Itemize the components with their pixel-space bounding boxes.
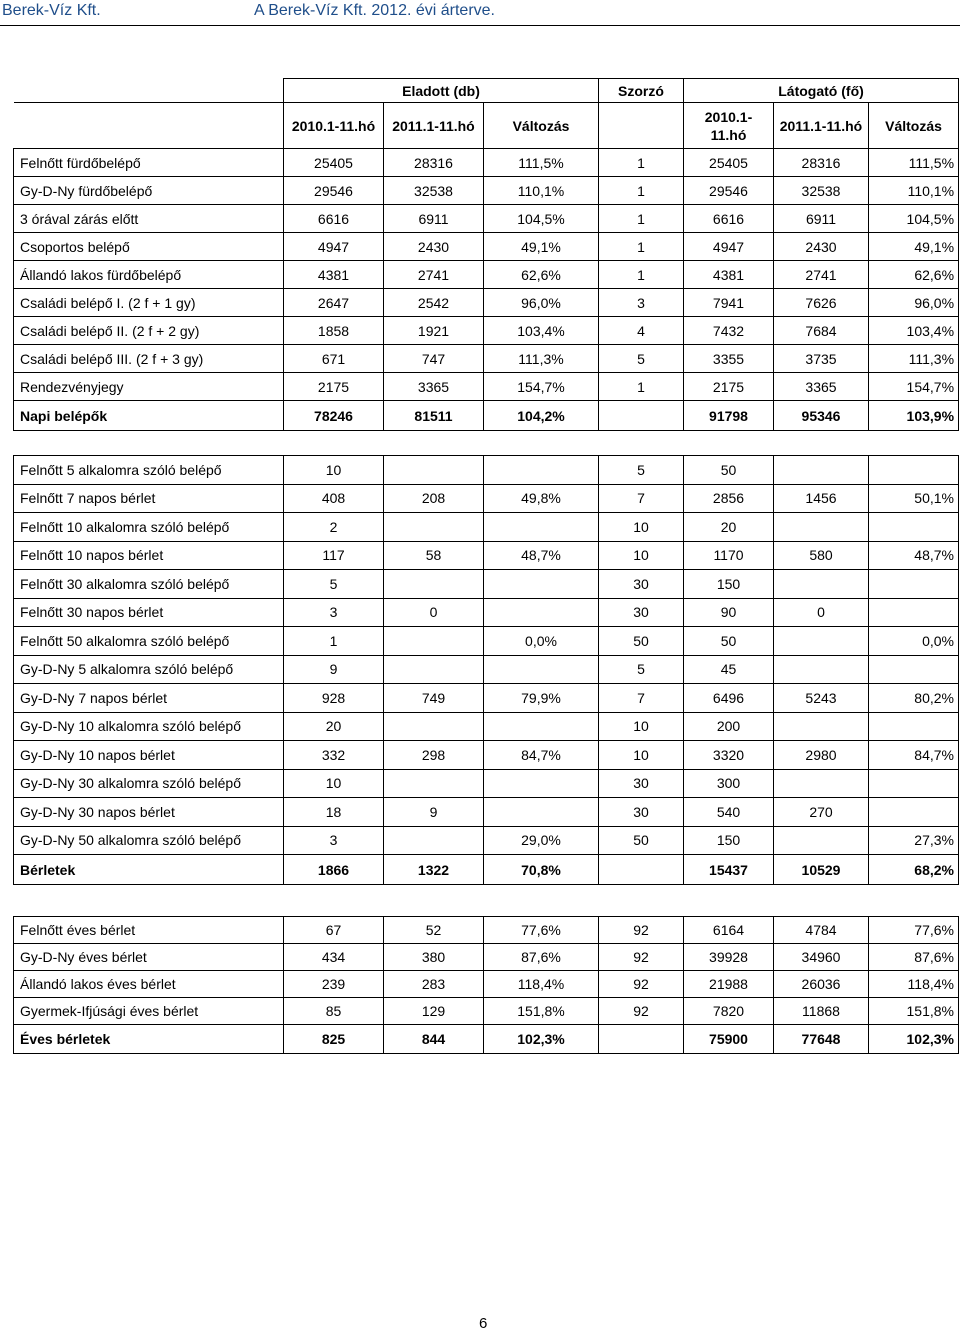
sold-2010-cell: 78246	[284, 401, 384, 431]
sold-2011-cell: 6911	[384, 205, 484, 233]
visitors-2010-cell: 45	[684, 655, 774, 684]
visitors-2010-cell: 15437	[684, 855, 774, 885]
visitors-2011-cell: 28316	[774, 149, 869, 177]
visitors-2011-cell: 32538	[774, 177, 869, 205]
visitors-2010-cell: 300	[684, 769, 774, 798]
visitors-change-cell: 118,4%	[869, 971, 959, 998]
visitors-change-cell: 103,9%	[869, 401, 959, 431]
visitors-2010-cell: 150	[684, 570, 774, 599]
col-header-2011: 2011.1-11.hó	[384, 103, 484, 149]
group-header-sold: Eladott (db)	[284, 79, 599, 103]
sold-change-cell	[484, 456, 599, 485]
multiplier-cell: 92	[599, 998, 684, 1025]
visitors-2011-cell: 77648	[774, 1025, 869, 1054]
page-number: 6	[479, 1315, 488, 1332]
visitors-2010-cell: 91798	[684, 401, 774, 431]
sold-change-cell: 79,9%	[484, 684, 599, 713]
row-label: Felnőtt 30 alkalomra szóló belépő	[14, 570, 284, 599]
visitors-change-cell: 49,1%	[869, 233, 959, 261]
table-row	[14, 149, 959, 177]
sold-2011-cell: 749	[384, 684, 484, 713]
sold-change-cell: 49,8%	[484, 484, 599, 513]
sold-2010-cell: 332	[284, 741, 384, 770]
group-header-visitors: Látogató (fő)	[684, 79, 959, 103]
visitors-2010-cell: 6164	[684, 917, 774, 944]
sold-2010-cell: 434	[284, 944, 384, 971]
multiplier-cell: 10	[599, 712, 684, 741]
sold-change-cell: 154,7%	[484, 373, 599, 401]
row-label: Gyermek-Ifjúsági éves bérlet	[14, 998, 284, 1025]
visitors-2010-cell: 7941	[684, 289, 774, 317]
visitors-change-cell: 62,6%	[869, 261, 959, 289]
sold-2010-cell: 671	[284, 345, 384, 373]
multiplier-cell: 50	[599, 627, 684, 656]
row-label: Gy-D-Ny éves bérlet	[14, 944, 284, 971]
visitors-change-cell: 50,1%	[869, 484, 959, 513]
sold-change-cell: 102,3%	[484, 1025, 599, 1054]
row-label: Felnőtt éves bérlet	[14, 917, 284, 944]
row-label: Gy-D-Ny 50 alkalomra szóló belépő	[14, 826, 284, 855]
table-row	[14, 345, 959, 373]
col-header-2010: 2010.1-11.hó	[284, 103, 384, 149]
visitors-change-cell	[869, 655, 959, 684]
row-label: Gy-D-Ny 10 alkalomra szóló belépő	[14, 712, 284, 741]
multiplier-cell: 30	[599, 570, 684, 599]
visitors-change-cell	[869, 769, 959, 798]
visitors-2010-cell: 39928	[684, 944, 774, 971]
multiplier-cell: 10	[599, 513, 684, 542]
row-label: Gy-D-Ny 7 napos bérlet	[14, 684, 284, 713]
sold-2011-cell: 81511	[384, 401, 484, 431]
table-row	[14, 177, 959, 205]
sold-2011-cell	[384, 456, 484, 485]
visitors-change-cell: 87,6%	[869, 944, 959, 971]
visitors-2011-cell	[774, 655, 869, 684]
visitors-2011-cell: 580	[774, 541, 869, 570]
header-blank	[14, 103, 284, 149]
visitors-2011-cell	[774, 513, 869, 542]
sold-2010-cell: 2	[284, 513, 384, 542]
visitors-2011-cell: 4784	[774, 917, 869, 944]
multiplier-cell: 4	[599, 317, 684, 345]
sold-change-cell	[484, 798, 599, 827]
table-row	[14, 317, 959, 345]
total-row	[14, 401, 959, 431]
sold-2011-cell: 2741	[384, 261, 484, 289]
table-row	[14, 655, 959, 684]
multiplier-cell: 1	[599, 177, 684, 205]
sold-change-cell: 0,0%	[484, 627, 599, 656]
multiplier-cell	[599, 855, 684, 885]
row-label: Gy-D-Ny fürdőbelépő	[14, 177, 284, 205]
sold-change-cell	[484, 655, 599, 684]
visitors-change-cell	[869, 570, 959, 599]
sold-2010-cell: 29546	[284, 177, 384, 205]
row-label: Felnőtt 5 alkalomra szóló belépő	[14, 456, 284, 485]
table-row	[14, 373, 959, 401]
multiplier-cell: 1	[599, 261, 684, 289]
table-row	[14, 712, 959, 741]
sold-2010-cell: 117	[284, 541, 384, 570]
multiplier-cell: 10	[599, 541, 684, 570]
total-row	[14, 855, 959, 885]
visitors-2011-cell	[774, 712, 869, 741]
sold-change-cell: 77,6%	[484, 917, 599, 944]
sold-change-cell: 96,0%	[484, 289, 599, 317]
sold-2010-cell: 2647	[284, 289, 384, 317]
group-header-multiplier: Szorzó	[599, 79, 684, 103]
visitors-2011-cell: 95346	[774, 401, 869, 431]
total-row	[14, 1025, 959, 1054]
row-label: Felnőtt 10 alkalomra szóló belépő	[14, 513, 284, 542]
visitors-2010-cell: 7432	[684, 317, 774, 345]
table-row	[14, 944, 959, 971]
sold-2011-cell: 2542	[384, 289, 484, 317]
sold-change-cell: 87,6%	[484, 944, 599, 971]
row-label: Felnőtt 10 napos bérlet	[14, 541, 284, 570]
table-row	[14, 741, 959, 770]
multiplier-cell: 3	[599, 289, 684, 317]
visitors-2010-cell: 29546	[684, 177, 774, 205]
sold-change-cell: 70,8%	[484, 855, 599, 885]
visitors-2010-cell: 4381	[684, 261, 774, 289]
visitors-2010-cell: 200	[684, 712, 774, 741]
visitors-2011-cell: 3735	[774, 345, 869, 373]
multiplier-cell: 30	[599, 769, 684, 798]
sold-2011-cell: 283	[384, 971, 484, 998]
visitors-2011-cell: 0	[774, 598, 869, 627]
multiplier-cell: 1	[599, 373, 684, 401]
sold-2010-cell: 239	[284, 971, 384, 998]
row-label: Állandó lakos fürdőbelépő	[14, 261, 284, 289]
sold-change-cell	[484, 513, 599, 542]
sold-change-cell	[484, 570, 599, 599]
row-label: Felnőtt fürdőbelépő	[14, 149, 284, 177]
sold-2011-cell: 58	[384, 541, 484, 570]
sold-2011-cell: 3365	[384, 373, 484, 401]
row-label: Felnőtt 30 napos bérlet	[14, 598, 284, 627]
multiplier-cell: 92	[599, 944, 684, 971]
sold-change-cell: 84,7%	[484, 741, 599, 770]
passes-table	[13, 455, 959, 885]
visitors-change-cell: 96,0%	[869, 289, 959, 317]
visitors-change-cell	[869, 513, 959, 542]
visitors-2010-cell: 2175	[684, 373, 774, 401]
table-row	[14, 627, 959, 656]
sold-change-cell: 104,2%	[484, 401, 599, 431]
sold-2010-cell: 1	[284, 627, 384, 656]
multiplier-cell: 92	[599, 971, 684, 998]
sold-2011-cell: 1921	[384, 317, 484, 345]
visitors-2011-cell: 2980	[774, 741, 869, 770]
sold-change-cell: 62,6%	[484, 261, 599, 289]
sold-2011-cell: 747	[384, 345, 484, 373]
multiplier-cell: 5	[599, 345, 684, 373]
header-rule	[0, 25, 960, 26]
visitors-change-cell: 102,3%	[869, 1025, 959, 1054]
header-blank	[599, 103, 684, 149]
row-label: Állandó lakos éves bérlet	[14, 971, 284, 998]
document-title: A Berek-Víz Kft. 2012. évi árterve.	[254, 2, 495, 19]
table-row	[14, 826, 959, 855]
sold-2011-cell: 2430	[384, 233, 484, 261]
visitors-2011-cell	[774, 769, 869, 798]
table-row	[14, 484, 959, 513]
sold-2011-cell	[384, 826, 484, 855]
table-row	[14, 598, 959, 627]
table-row	[14, 233, 959, 261]
visitors-change-cell	[869, 798, 959, 827]
sold-2010-cell: 4381	[284, 261, 384, 289]
visitors-change-cell: 27,3%	[869, 826, 959, 855]
visitors-change-cell	[869, 598, 959, 627]
row-label: Gy-D-Ny 30 napos bérlet	[14, 798, 284, 827]
visitors-2010-cell: 75900	[684, 1025, 774, 1054]
visitors-2011-cell: 26036	[774, 971, 869, 998]
table-row	[14, 971, 959, 998]
sold-2011-cell: 9	[384, 798, 484, 827]
row-label: Családi belépő II. (2 f + 2 gy)	[14, 317, 284, 345]
sold-change-cell: 49,1%	[484, 233, 599, 261]
sold-2011-cell: 28316	[384, 149, 484, 177]
row-label: Gy-D-Ny 30 alkalomra szóló belépő	[14, 769, 284, 798]
sold-2011-cell	[384, 769, 484, 798]
multiplier-cell: 10	[599, 741, 684, 770]
row-label: Családi belépő I. (2 f + 1 gy)	[14, 289, 284, 317]
visitors-2010-cell: 3355	[684, 345, 774, 373]
visitors-change-cell	[869, 712, 959, 741]
multiplier-cell: 1	[599, 233, 684, 261]
annual-passes-table	[13, 916, 959, 1054]
row-label: Családi belépő III. (2 f + 3 gy)	[14, 345, 284, 373]
sold-2010-cell: 20	[284, 712, 384, 741]
visitors-2010-cell: 50	[684, 456, 774, 485]
row-label: 3 órával zárás előtt	[14, 205, 284, 233]
visitors-change-cell: 103,4%	[869, 317, 959, 345]
visitors-change-cell: 84,7%	[869, 741, 959, 770]
sold-2011-cell	[384, 627, 484, 656]
visitors-2011-cell: 2430	[774, 233, 869, 261]
table-row	[14, 513, 959, 542]
col-header-change: Változás	[484, 103, 599, 149]
visitors-2010-cell: 20	[684, 513, 774, 542]
sold-change-cell	[484, 769, 599, 798]
sold-2010-cell: 10	[284, 769, 384, 798]
multiplier-cell	[599, 1025, 684, 1054]
row-label: Felnőtt 7 napos bérlet	[14, 484, 284, 513]
sold-2010-cell: 3	[284, 598, 384, 627]
visitors-change-cell: 104,5%	[869, 205, 959, 233]
sold-change-cell	[484, 712, 599, 741]
daily-entries-table	[13, 78, 959, 431]
visitors-2011-cell: 7626	[774, 289, 869, 317]
row-label: Napi belépők	[14, 401, 284, 431]
table-row	[14, 917, 959, 944]
company-name: Berek-Víz Kft.	[2, 2, 101, 19]
sold-2010-cell: 2175	[284, 373, 384, 401]
visitors-2011-cell	[774, 826, 869, 855]
sold-2010-cell: 5	[284, 570, 384, 599]
sold-2011-cell: 32538	[384, 177, 484, 205]
visitors-2010-cell: 2856	[684, 484, 774, 513]
sold-change-cell: 103,4%	[484, 317, 599, 345]
multiplier-cell: 7	[599, 484, 684, 513]
sold-change-cell: 111,5%	[484, 149, 599, 177]
col-header-visitors-2011: 2011.1-11.hó	[774, 103, 869, 149]
visitors-2010-cell: 25405	[684, 149, 774, 177]
visitors-2011-cell: 270	[774, 798, 869, 827]
row-label: Éves bérletek	[14, 1025, 284, 1054]
visitors-change-cell: 0,0%	[869, 627, 959, 656]
visitors-change-cell	[869, 456, 959, 485]
sold-change-cell: 110,1%	[484, 177, 599, 205]
multiplier-cell: 1	[599, 205, 684, 233]
multiplier-cell: 1	[599, 149, 684, 177]
multiplier-cell: 92	[599, 917, 684, 944]
sold-change-cell	[484, 598, 599, 627]
visitors-2011-cell: 34960	[774, 944, 869, 971]
sold-change-cell: 151,8%	[484, 998, 599, 1025]
sold-2011-cell: 298	[384, 741, 484, 770]
multiplier-cell: 30	[599, 798, 684, 827]
visitors-change-cell: 80,2%	[869, 684, 959, 713]
sold-2010-cell: 1858	[284, 317, 384, 345]
sold-2010-cell: 85	[284, 998, 384, 1025]
table-row	[14, 798, 959, 827]
visitors-2011-cell: 5243	[774, 684, 869, 713]
table-row	[14, 456, 959, 485]
visitors-2011-cell: 2741	[774, 261, 869, 289]
visitors-2011-cell	[774, 456, 869, 485]
multiplier-cell: 5	[599, 655, 684, 684]
sold-change-cell: 48,7%	[484, 541, 599, 570]
sold-2010-cell: 1866	[284, 855, 384, 885]
table-row	[14, 998, 959, 1025]
sold-2011-cell: 52	[384, 917, 484, 944]
sold-2010-cell: 825	[284, 1025, 384, 1054]
multiplier-cell: 7	[599, 684, 684, 713]
sold-change-cell: 29,0%	[484, 826, 599, 855]
sold-2011-cell: 208	[384, 484, 484, 513]
visitors-2010-cell: 21988	[684, 971, 774, 998]
table-row	[14, 541, 959, 570]
visitors-change-cell: 77,6%	[869, 917, 959, 944]
visitors-2010-cell: 7820	[684, 998, 774, 1025]
sold-2011-cell	[384, 513, 484, 542]
visitors-2010-cell: 90	[684, 598, 774, 627]
visitors-2010-cell: 6496	[684, 684, 774, 713]
visitors-change-cell: 151,8%	[869, 998, 959, 1025]
sold-2011-cell	[384, 570, 484, 599]
sold-2011-cell: 844	[384, 1025, 484, 1054]
visitors-2010-cell: 1170	[684, 541, 774, 570]
col-header-visitors-2010: 2010.1-11.hó	[684, 103, 774, 149]
sold-2011-cell: 1322	[384, 855, 484, 885]
visitors-2010-cell: 540	[684, 798, 774, 827]
row-label: Bérletek	[14, 855, 284, 885]
visitors-change-cell: 111,5%	[869, 149, 959, 177]
visitors-2010-cell: 50	[684, 627, 774, 656]
sold-change-cell: 104,5%	[484, 205, 599, 233]
sold-2010-cell: 6616	[284, 205, 384, 233]
sold-2011-cell: 129	[384, 998, 484, 1025]
visitors-change-cell: 154,7%	[869, 373, 959, 401]
sold-2010-cell: 3	[284, 826, 384, 855]
sold-2010-cell: 4947	[284, 233, 384, 261]
visitors-2011-cell: 11868	[774, 998, 869, 1025]
table-row	[14, 261, 959, 289]
visitors-change-cell: 111,3%	[869, 345, 959, 373]
sold-2011-cell	[384, 712, 484, 741]
table-row	[14, 289, 959, 317]
header-blank	[14, 79, 284, 103]
visitors-change-cell: 48,7%	[869, 541, 959, 570]
visitors-2011-cell: 6911	[774, 205, 869, 233]
visitors-2010-cell: 6616	[684, 205, 774, 233]
visitors-change-cell: 110,1%	[869, 177, 959, 205]
sold-change-cell: 118,4%	[484, 971, 599, 998]
visitors-2011-cell	[774, 570, 869, 599]
visitors-2011-cell	[774, 627, 869, 656]
visitors-2011-cell: 10529	[774, 855, 869, 885]
table-row	[14, 684, 959, 713]
visitors-change-cell: 68,2%	[869, 855, 959, 885]
row-label: Csoportos belépő	[14, 233, 284, 261]
table-row	[14, 205, 959, 233]
multiplier-cell	[599, 401, 684, 431]
sold-change-cell: 111,3%	[484, 345, 599, 373]
visitors-2010-cell: 150	[684, 826, 774, 855]
col-header-visitors-change: Változás	[869, 103, 959, 149]
row-label: Rendezvényjegy	[14, 373, 284, 401]
sold-2011-cell: 380	[384, 944, 484, 971]
visitors-2011-cell: 7684	[774, 317, 869, 345]
sold-2010-cell: 25405	[284, 149, 384, 177]
multiplier-cell: 5	[599, 456, 684, 485]
multiplier-cell: 50	[599, 826, 684, 855]
sold-2010-cell: 18	[284, 798, 384, 827]
sold-2010-cell: 10	[284, 456, 384, 485]
sold-2010-cell: 67	[284, 917, 384, 944]
sold-2010-cell: 9	[284, 655, 384, 684]
visitors-2011-cell: 3365	[774, 373, 869, 401]
visitors-2010-cell: 4947	[684, 233, 774, 261]
row-label: Gy-D-Ny 5 alkalomra szóló belépő	[14, 655, 284, 684]
multiplier-cell: 30	[599, 598, 684, 627]
visitors-2011-cell: 1456	[774, 484, 869, 513]
sold-2010-cell: 408	[284, 484, 384, 513]
row-label: Gy-D-Ny 10 napos bérlet	[14, 741, 284, 770]
table-row	[14, 570, 959, 599]
row-label: Felnőtt 50 alkalomra szóló belépő	[14, 627, 284, 656]
sold-2011-cell	[384, 655, 484, 684]
sold-2011-cell: 0	[384, 598, 484, 627]
sold-2010-cell: 928	[284, 684, 384, 713]
table-row	[14, 769, 959, 798]
visitors-2010-cell: 3320	[684, 741, 774, 770]
